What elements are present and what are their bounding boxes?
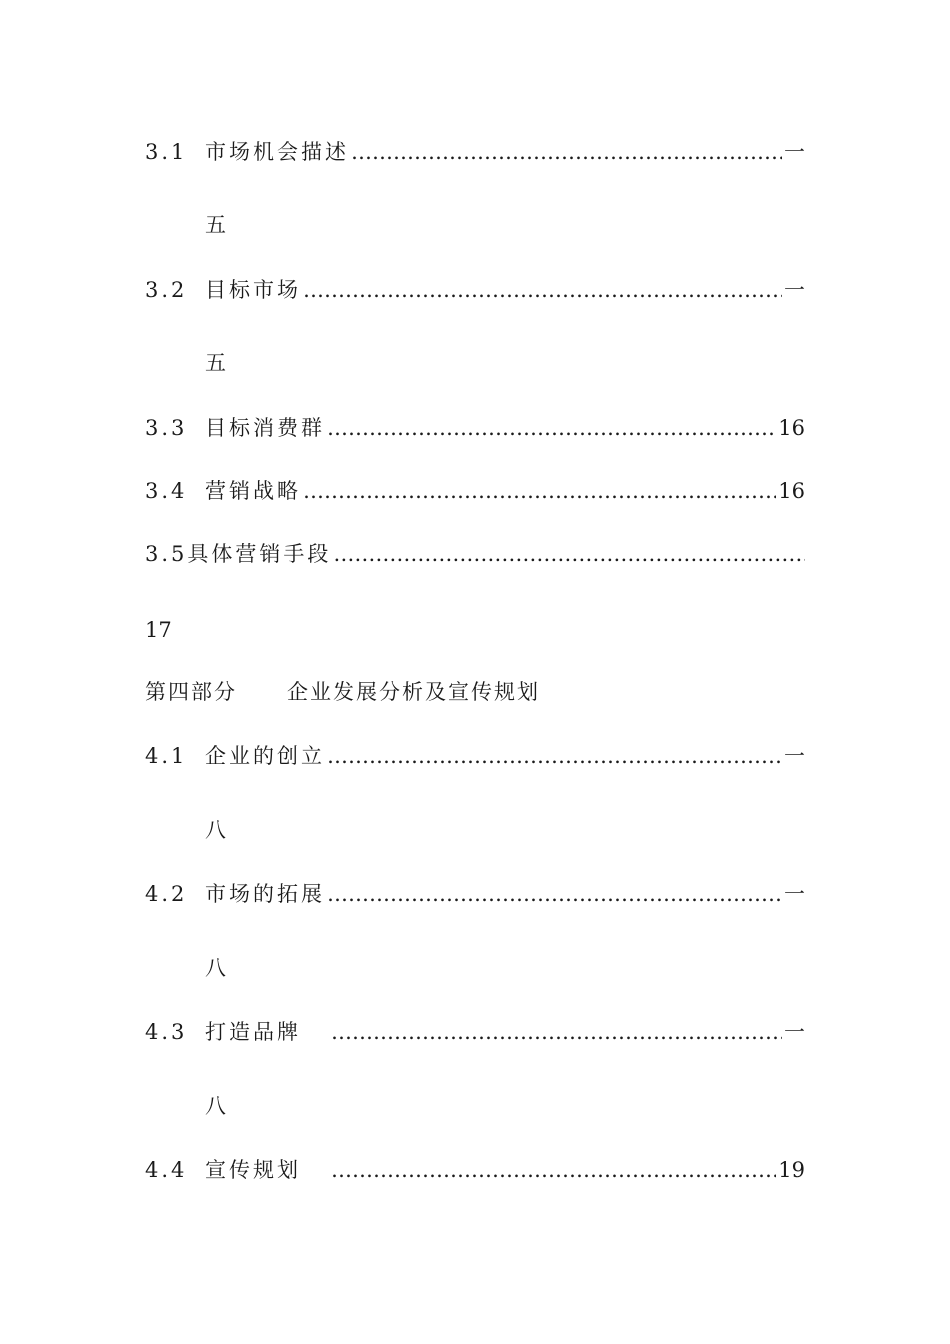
toc-entry[interactable] (145, 539, 805, 569)
toc-title: 具体营销手段 (187, 542, 332, 566)
toc-title: 企业的创立 (205, 744, 325, 768)
toc-number: 4.1 (145, 744, 188, 768)
dot-leader (331, 1017, 782, 1047)
toc-title: 打造品牌 (205, 1020, 301, 1044)
toc-number: 3.2 (145, 278, 188, 302)
dot-leader (331, 1155, 776, 1185)
toc-entry[interactable] (145, 476, 805, 506)
toc-title: 营销战略 (205, 479, 301, 503)
dot-leader (333, 539, 805, 569)
dot-leader (303, 476, 776, 506)
part-title: 企业发展分析及宣传规划 (287, 680, 540, 704)
toc-page: 一 (784, 882, 805, 906)
toc-page-continuation: 五 (205, 213, 226, 237)
dot-leader (327, 741, 782, 771)
toc-number: 4.3 (145, 1020, 188, 1044)
toc-page: 一 (784, 140, 805, 164)
toc-title: 目标消费群 (205, 416, 325, 440)
toc-title: 宣传规划 (205, 1158, 301, 1182)
toc-number: 3.5 (145, 542, 188, 566)
toc-entry[interactable] (145, 741, 805, 771)
toc-page-continuation: 五 (205, 351, 226, 375)
dot-leader (351, 137, 782, 167)
toc-page: 16 (778, 416, 805, 440)
toc-page-continuation: 八 (205, 1094, 226, 1118)
toc-entry[interactable] (145, 275, 805, 305)
toc-entry[interactable] (145, 137, 805, 167)
toc-page-continuation: 17 (145, 618, 172, 642)
toc-page-continuation: 八 (205, 956, 226, 980)
toc-number: 3.3 (145, 416, 188, 440)
toc-entry[interactable] (145, 1155, 805, 1185)
toc-page-continuation: 八 (205, 818, 226, 842)
toc-page: 一 (784, 744, 805, 768)
dot-leader (327, 879, 782, 909)
toc-title: 市场机会描述 (205, 140, 349, 164)
toc-number: 4.2 (145, 882, 188, 906)
toc-number: 4.4 (145, 1158, 188, 1182)
toc-title: 目标市场 (205, 278, 301, 302)
part-label: 第四部分 (145, 680, 237, 704)
toc-entry[interactable] (145, 1017, 805, 1047)
toc-page: 一 (784, 278, 805, 302)
toc-title: 市场的拓展 (205, 882, 325, 906)
toc-page: 16 (778, 479, 805, 503)
toc-page: 一 (784, 1020, 805, 1044)
toc-number: 3.4 (145, 479, 188, 503)
toc-page: 19 (778, 1158, 805, 1182)
part-heading (145, 677, 805, 707)
toc-entry[interactable] (145, 413, 805, 443)
dot-leader (327, 413, 776, 443)
toc-number: 3.1 (145, 140, 188, 164)
dot-leader (303, 275, 782, 305)
toc-entry[interactable] (145, 879, 805, 909)
